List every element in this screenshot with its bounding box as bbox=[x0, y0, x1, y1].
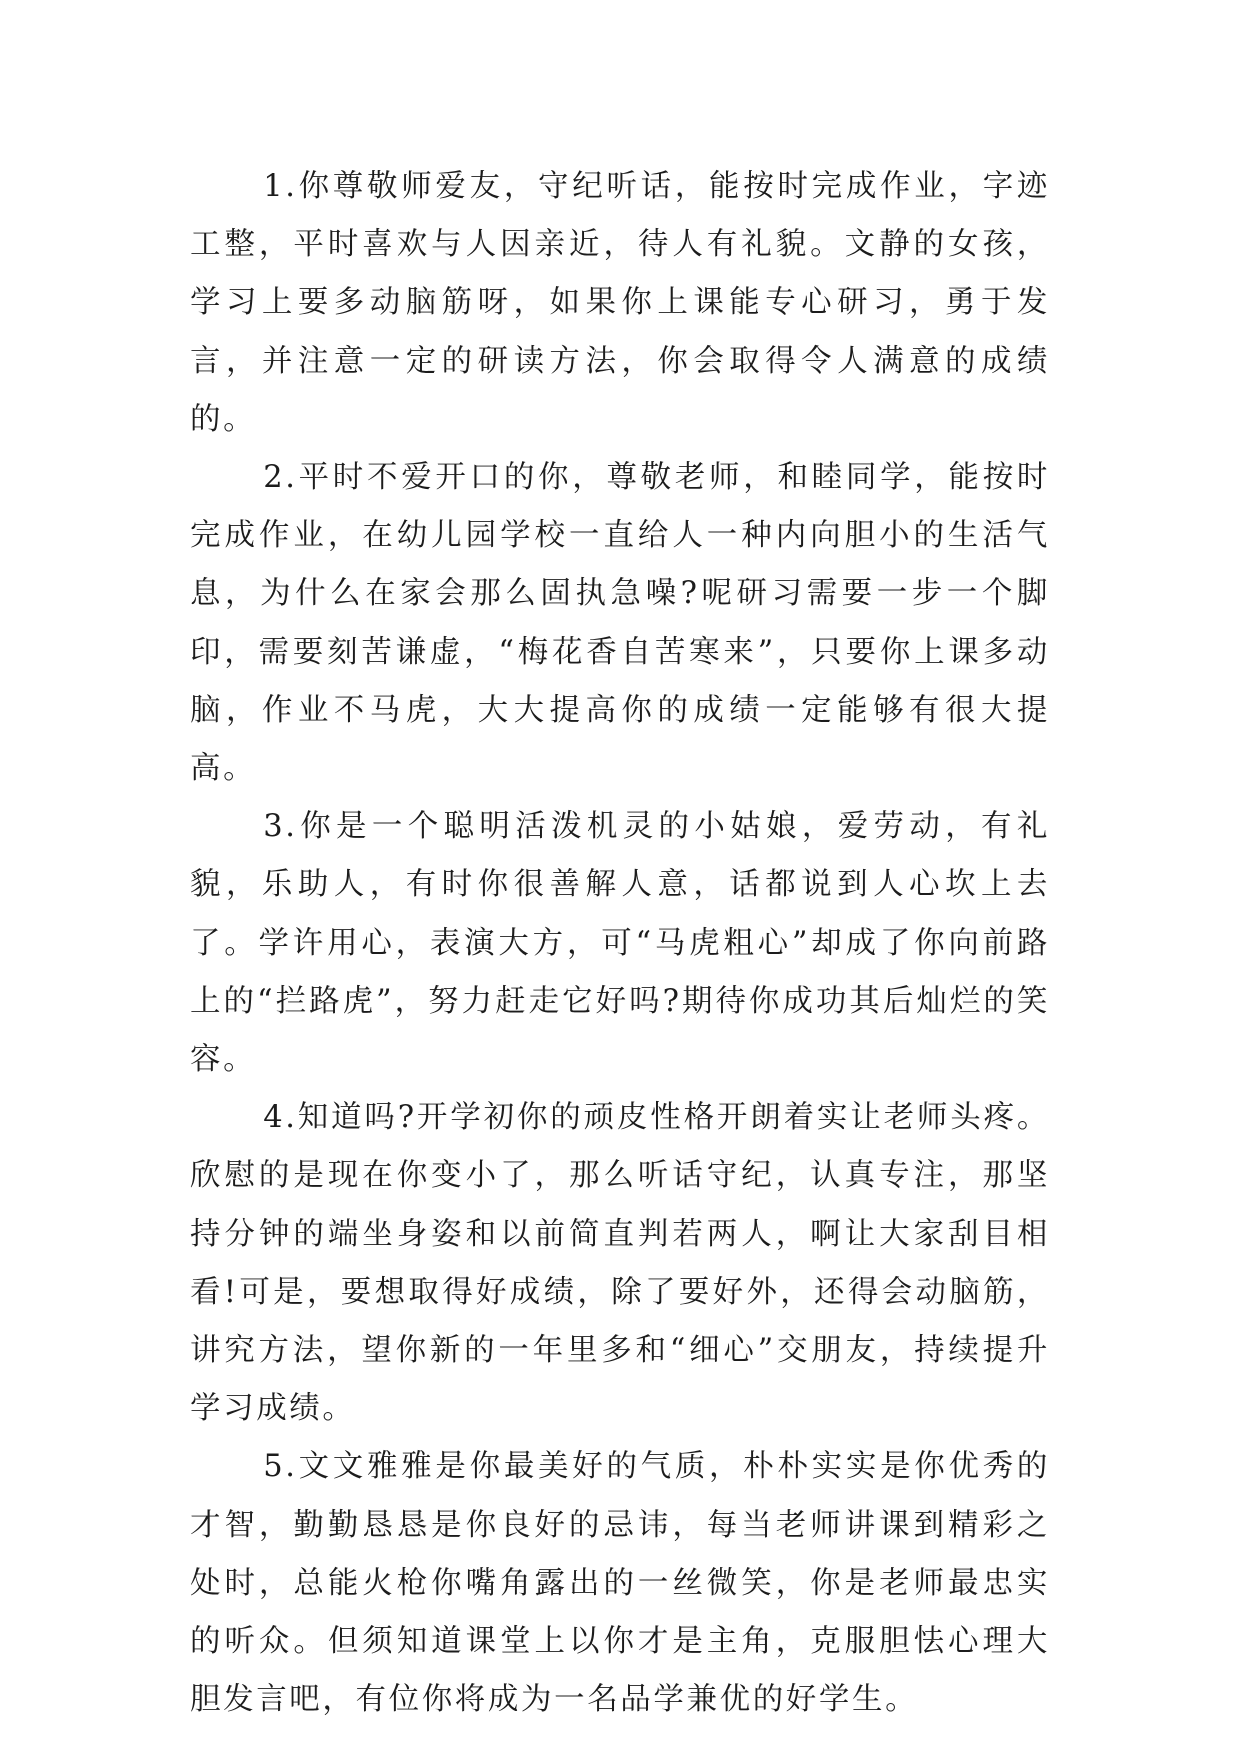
paragraph-2: 2.平时不爱开口的你，尊敬老师，和睦同学，能按时完成作业，在幼儿园学校一直给人一种内向胆小的生活气息，为什么在家会那么固执急噪?呢研习需要一步一个脚印，需要刻苦谦虚，“梅花香自苦寒来”，只要你上课多动脑，作业不马虎，大大提高你的成绩一定能够有很大提高。 bbox=[190, 460, 1050, 787]
document-body bbox=[190, 158, 1050, 1729]
paragraph-1: 1.你尊敬师爱友，守纪听话，能按时完成作业，字迹工整，平时喜欢与人因亲近，待人有礼貌。文静的女孩，学习上要多动脑筋呀，如果你上课能专心研习，勇于发言，并注意一定的研读方法，你会取得令人满意的成绩的。 bbox=[190, 169, 1050, 437]
paragraph-3: 3.你是一个聪明活泼机灵的小姑娘，爱劳动，有礼貌，乐助人，有时你很善解人意，话都说到人心坎上去了。学许用心，表演大方，可“马虎粗心”却成了你向前路上的“拦路虎”，努力赶走它好吗?期待你成功其后灿烂的笑容。 bbox=[190, 809, 1050, 1078]
paragraph-5: 5.文文雅雅是你最美好的气质，朴朴实实是你优秀的才智，勤勤恳恳是你良好的忌讳，每当老师讲课到精彩之处时，总能火枪你嘴角露出的一丝微笑，你是老师最忠实的听众。但须知道课堂上以你才是主角，克服胆怯心理大胆发言吧，有位你将成为一名品学兼优的好学生。 bbox=[190, 1449, 1050, 1718]
paragraph-4: 4.知道吗?开学初你的顽皮性格开朗着实让老师头疼。欣慰的是现在你变小了，那么听话守纪，认真专注，那坚持分钟的端坐身姿和以前简直判若两人，啊让大家刮目相看!可是，要想取得好成绩，除了要好外，还得会动脑筋，讲究方法，望你新的一年里多和“细心”交朋友，持续提升学习成绩。 bbox=[190, 1100, 1050, 1427]
